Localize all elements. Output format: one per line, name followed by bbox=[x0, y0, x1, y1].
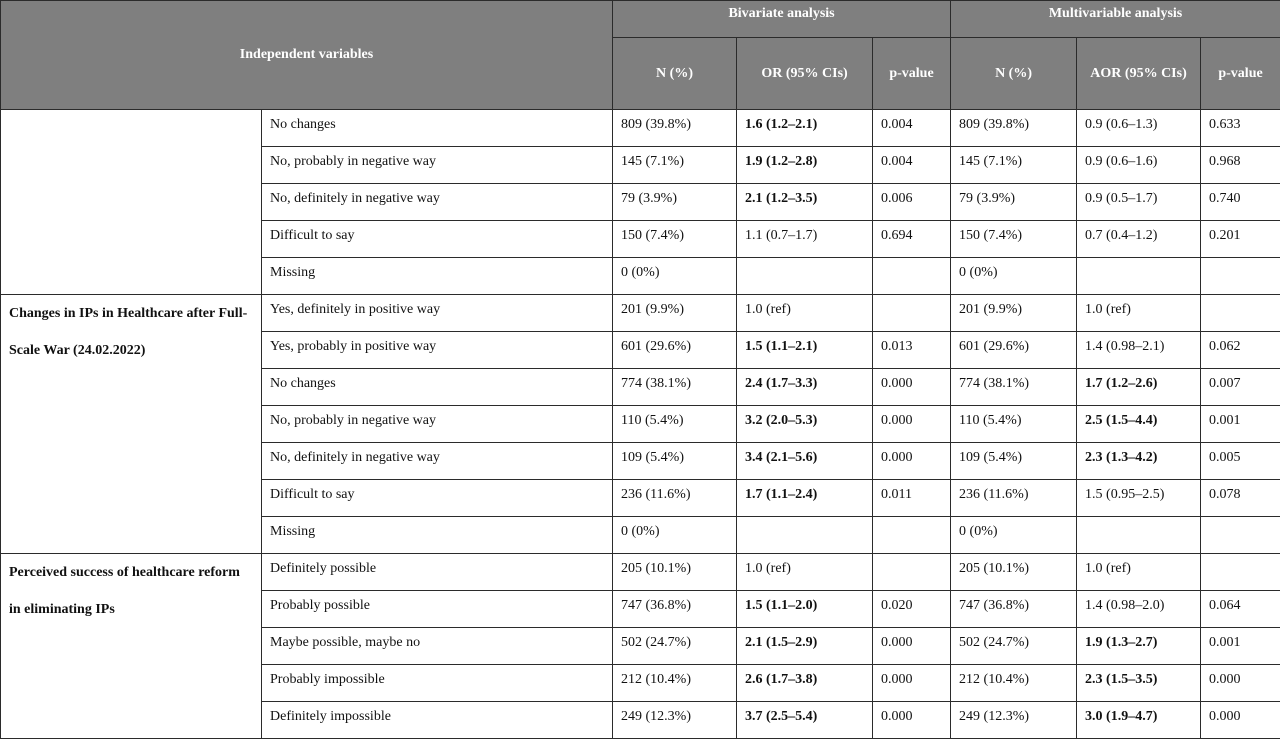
bivariate-n-cell: 205 (10.1%) bbox=[613, 554, 737, 591]
category-cell: No, definitely in negative way bbox=[262, 443, 613, 480]
multivariable-n-cell: 205 (10.1%) bbox=[951, 554, 1077, 591]
or-ci-cell: 3.7 (2.5–5.4) bbox=[737, 702, 873, 739]
category-cell: Difficult to say bbox=[262, 480, 613, 517]
bivariate-analysis-header: Bivariate analysis bbox=[613, 1, 951, 38]
aor-ci-cell: 2.3 (1.3–4.2) bbox=[1077, 443, 1201, 480]
multivariable-n-cell: 212 (10.4%) bbox=[951, 665, 1077, 702]
category-cell: Yes, definitely in positive way bbox=[262, 295, 613, 332]
aor-ci-cell: 2.5 (1.5–4.4) bbox=[1077, 406, 1201, 443]
multivariable-p-value-cell: 0.633 bbox=[1201, 110, 1280, 147]
bivariate-p-value-cell: 0.004 bbox=[873, 110, 951, 147]
category-cell: Maybe possible, maybe no bbox=[262, 628, 613, 665]
multivariable-n-cell: 601 (29.6%) bbox=[951, 332, 1077, 369]
bivariate-n-cell: 150 (7.4%) bbox=[613, 221, 737, 258]
table-row bbox=[1, 554, 1280, 591]
aor-ci-cell: 2.3 (1.5–3.5) bbox=[1077, 665, 1201, 702]
or-ci-cell: 1.7 (1.1–2.4) bbox=[737, 480, 873, 517]
bivariate-p-value-cell: 0.000 bbox=[873, 702, 951, 739]
category-cell: No, probably in negative way bbox=[262, 147, 613, 184]
aor-ci-header: AOR (95% CIs) bbox=[1077, 38, 1201, 110]
or-ci-cell: 1.6 (1.2–2.1) bbox=[737, 110, 873, 147]
multivariable-p-value-cell bbox=[1201, 554, 1280, 591]
bivariate-p-value-cell: 0.020 bbox=[873, 591, 951, 628]
multivariable-p-value-cell: 0.078 bbox=[1201, 480, 1280, 517]
multivariable-n-cell: 249 (12.3%) bbox=[951, 702, 1077, 739]
or-ci-cell bbox=[737, 258, 873, 295]
or-ci-cell: 2.1 (1.5–2.9) bbox=[737, 628, 873, 665]
aor-ci-cell: 3.0 (1.9–4.7) bbox=[1077, 702, 1201, 739]
multivariable-p-value-cell bbox=[1201, 295, 1280, 332]
aor-ci-cell: 1.4 (0.98–2.0) bbox=[1077, 591, 1201, 628]
bivariate-n-cell: 502 (24.7%) bbox=[613, 628, 737, 665]
bivariate-n-cell: 809 (39.8%) bbox=[613, 110, 737, 147]
bivariate-n-cell: 201 (9.9%) bbox=[613, 295, 737, 332]
multivariable-p-value-cell: 0.001 bbox=[1201, 406, 1280, 443]
aor-ci-cell: 1.0 (ref) bbox=[1077, 554, 1201, 591]
or-ci-cell: 3.2 (2.0–5.3) bbox=[737, 406, 873, 443]
bivariate-p-value-header: p-value bbox=[873, 38, 951, 110]
category-cell: No changes bbox=[262, 110, 613, 147]
bivariate-p-value-cell: 0.004 bbox=[873, 147, 951, 184]
multivariable-p-value-cell: 0.064 bbox=[1201, 591, 1280, 628]
bivariate-n-cell: 747 (36.8%) bbox=[613, 591, 737, 628]
category-cell: Missing bbox=[262, 258, 613, 295]
or-ci-cell: 1.0 (ref) bbox=[737, 554, 873, 591]
or-ci-cell: 2.4 (1.7–3.3) bbox=[737, 369, 873, 406]
or-ci-cell: 1.1 (0.7–1.7) bbox=[737, 221, 873, 258]
multivariable-n-header: N (%) bbox=[951, 38, 1077, 110]
table-body bbox=[1, 110, 1280, 739]
bivariate-p-value-cell: 0.006 bbox=[873, 184, 951, 221]
bivariate-p-value-cell: 0.000 bbox=[873, 406, 951, 443]
bivariate-n-header: N (%) bbox=[613, 38, 737, 110]
aor-ci-cell: 1.7 (1.2–2.6) bbox=[1077, 369, 1201, 406]
multivariable-p-value-cell: 0.001 bbox=[1201, 628, 1280, 665]
bivariate-n-cell: 212 (10.4%) bbox=[613, 665, 737, 702]
multivariable-analysis-header: Multivariable analysis bbox=[951, 1, 1280, 38]
multivariable-p-value-cell: 0.740 bbox=[1201, 184, 1280, 221]
multivariable-n-cell: 201 (9.9%) bbox=[951, 295, 1077, 332]
bivariate-p-value-cell: 0.000 bbox=[873, 443, 951, 480]
category-cell: Definitely possible bbox=[262, 554, 613, 591]
bivariate-p-value-cell bbox=[873, 258, 951, 295]
bivariate-n-cell: 145 (7.1%) bbox=[613, 147, 737, 184]
table-row bbox=[1, 110, 1280, 147]
category-cell: Missing bbox=[262, 517, 613, 554]
category-cell: No changes bbox=[262, 369, 613, 406]
bivariate-p-value-cell: 0.000 bbox=[873, 665, 951, 702]
multivariable-n-cell: 110 (5.4%) bbox=[951, 406, 1077, 443]
multivariable-p-value-cell: 0.201 bbox=[1201, 221, 1280, 258]
aor-ci-cell: 1.0 (ref) bbox=[1077, 295, 1201, 332]
category-cell: Difficult to say bbox=[262, 221, 613, 258]
category-cell: Yes, probably in positive way bbox=[262, 332, 613, 369]
multivariable-p-value-cell: 0.005 bbox=[1201, 443, 1280, 480]
multivariable-n-cell: 774 (38.1%) bbox=[951, 369, 1077, 406]
category-cell: No, definitely in negative way bbox=[262, 184, 613, 221]
bivariate-p-value-cell bbox=[873, 517, 951, 554]
multivariable-n-cell: 502 (24.7%) bbox=[951, 628, 1077, 665]
table-row bbox=[1, 295, 1280, 332]
bivariate-n-cell: 109 (5.4%) bbox=[613, 443, 737, 480]
or-ci-cell: 1.0 (ref) bbox=[737, 295, 873, 332]
multivariable-n-cell: 809 (39.8%) bbox=[951, 110, 1077, 147]
multivariable-p-value-cell bbox=[1201, 517, 1280, 554]
multivariable-p-value-header: p-value bbox=[1201, 38, 1280, 110]
aor-ci-cell: 0.9 (0.6–1.3) bbox=[1077, 110, 1201, 147]
bivariate-n-cell: 249 (12.3%) bbox=[613, 702, 737, 739]
multivariable-p-value-cell: 0.000 bbox=[1201, 665, 1280, 702]
multivariable-p-value-cell: 0.968 bbox=[1201, 147, 1280, 184]
bivariate-n-cell: 774 (38.1%) bbox=[613, 369, 737, 406]
or-ci-cell: 2.1 (1.2–3.5) bbox=[737, 184, 873, 221]
aor-ci-cell: 0.7 (0.4–1.2) bbox=[1077, 221, 1201, 258]
category-cell: No, probably in negative way bbox=[262, 406, 613, 443]
or-ci-cell: 3.4 (2.1–5.6) bbox=[737, 443, 873, 480]
aor-ci-cell bbox=[1077, 517, 1201, 554]
bivariate-p-value-cell: 0.000 bbox=[873, 369, 951, 406]
bivariate-n-cell: 0 (0%) bbox=[613, 517, 737, 554]
aor-ci-cell: 1.4 (0.98–2.1) bbox=[1077, 332, 1201, 369]
bivariate-n-cell: 110 (5.4%) bbox=[613, 406, 737, 443]
bivariate-n-cell: 236 (11.6%) bbox=[613, 480, 737, 517]
bivariate-n-cell: 0 (0%) bbox=[613, 258, 737, 295]
aor-ci-cell: 0.9 (0.5–1.7) bbox=[1077, 184, 1201, 221]
multivariable-n-cell: 747 (36.8%) bbox=[951, 591, 1077, 628]
multivariable-n-cell: 150 (7.4%) bbox=[951, 221, 1077, 258]
variable-group-label bbox=[1, 110, 262, 295]
multivariable-n-cell: 0 (0%) bbox=[951, 258, 1077, 295]
or-ci-header: OR (95% CIs) bbox=[737, 38, 873, 110]
multivariable-p-value-cell bbox=[1201, 258, 1280, 295]
variable-group-label: Changes in IPs in Healthcare after Full-Scale War (24.02.2022) bbox=[1, 295, 262, 554]
bivariate-p-value-cell bbox=[873, 295, 951, 332]
or-ci-cell: 1.9 (1.2–2.8) bbox=[737, 147, 873, 184]
bivariate-p-value-cell: 0.694 bbox=[873, 221, 951, 258]
aor-ci-cell: 1.9 (1.3–2.7) bbox=[1077, 628, 1201, 665]
or-ci-cell: 1.5 (1.1–2.1) bbox=[737, 332, 873, 369]
bivariate-p-value-cell bbox=[873, 554, 951, 591]
or-ci-cell: 1.5 (1.1–2.0) bbox=[737, 591, 873, 628]
table-header bbox=[1, 1, 1280, 110]
multivariable-n-cell: 236 (11.6%) bbox=[951, 480, 1077, 517]
multivariable-n-cell: 79 (3.9%) bbox=[951, 184, 1077, 221]
bivariate-p-value-cell: 0.000 bbox=[873, 628, 951, 665]
bivariate-p-value-cell: 0.011 bbox=[873, 480, 951, 517]
or-ci-cell: 2.6 (1.7–3.8) bbox=[737, 665, 873, 702]
multivariable-p-value-cell: 0.062 bbox=[1201, 332, 1280, 369]
multivariable-p-value-cell: 0.000 bbox=[1201, 702, 1280, 739]
or-ci-cell bbox=[737, 517, 873, 554]
aor-ci-cell: 0.9 (0.6–1.6) bbox=[1077, 147, 1201, 184]
variable-group-label: Perceived success of healthcare reform in eliminating IPs bbox=[1, 554, 262, 739]
aor-ci-cell: 1.5 (0.95–2.5) bbox=[1077, 480, 1201, 517]
multivariable-n-cell: 109 (5.4%) bbox=[951, 443, 1077, 480]
multivariable-n-cell: 145 (7.1%) bbox=[951, 147, 1077, 184]
multivariable-p-value-cell: 0.007 bbox=[1201, 369, 1280, 406]
category-cell: Definitely impossible bbox=[262, 702, 613, 739]
independent-variables-header: Independent variables bbox=[1, 1, 613, 110]
category-cell: Probably possible bbox=[262, 591, 613, 628]
bivariate-n-cell: 601 (29.6%) bbox=[613, 332, 737, 369]
bivariate-n-cell: 79 (3.9%) bbox=[613, 184, 737, 221]
multivariable-n-cell: 0 (0%) bbox=[951, 517, 1077, 554]
aor-ci-cell bbox=[1077, 258, 1201, 295]
category-cell: Probably impossible bbox=[262, 665, 613, 702]
bivariate-p-value-cell: 0.013 bbox=[873, 332, 951, 369]
